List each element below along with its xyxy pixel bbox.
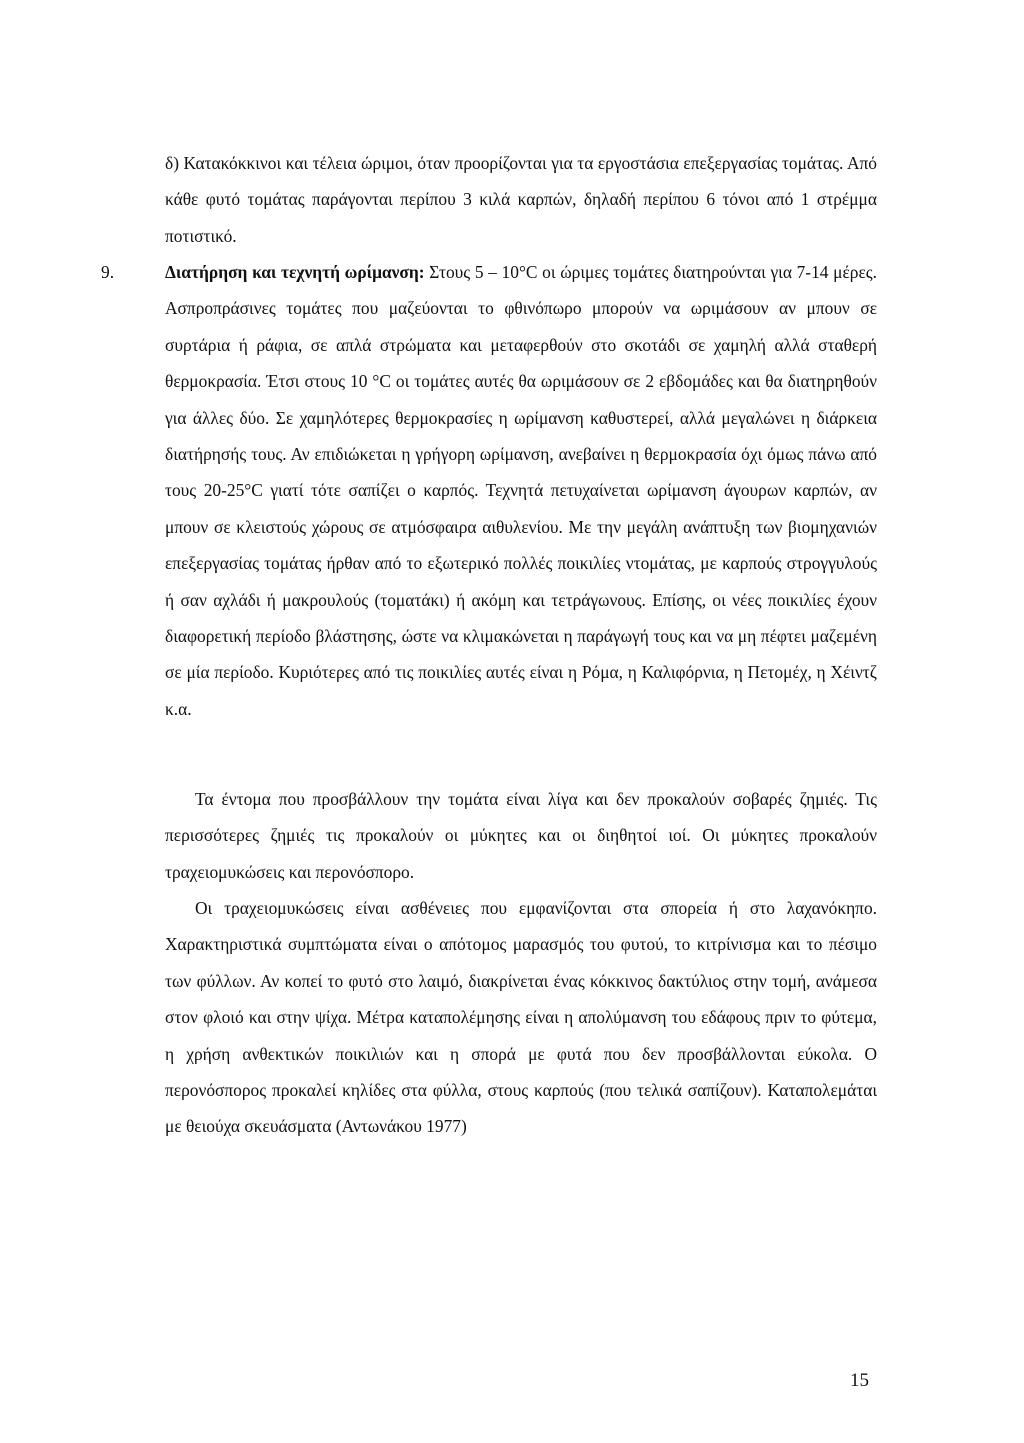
section-9-heading: Διατήρηση και τεχνητή ωρίμανση: xyxy=(165,262,425,282)
fusarium-paragraph-text: Οι τραχειομυκώσεις είναι ασθένειες που εμφανίζονται στα σπορεία ή στο λαχανόκηπο. Χαρακτηριστικά συμπτώματα είναι ο απότομος μαρασμός του φυτού, το κιτρίνισμα και το πέσιμο των φύλλων. Αν κοπεί το φυτό στο λαιμό, διακρίνεται ένας κόκκινος δακτύλιος στην τομή, ανάμεσα στον φλοιό και στην ψίχα. Μέτρα καταπολέμησης είναι η απολύμανση του εδάφους πριν το φύτεμα, η χρήση ανθεκτικών ποικιλιών και η σπορά με φυτά που δεν προσβάλλονται εύκολα. Ο περονόσπορος προκαλεί κηλίδες στα φύλλα, στους καρπούς (που τελικά σαπίζουν). Καταπολεμάται με θειούχα σκευάσματα (Αντωνάκου 1977) xyxy=(165,898,877,1137)
insects-paragraph xyxy=(165,781,877,890)
item-d-text: δ) Κατακόκκινοι και τέλεια ώριμοι, όταν προορίζονται για τα εργοστάσια επεξεργασίας τομάτας. Από κάθε φυτό τομάτας παράγονται περίπου 3 κιλά καρπών, δηλαδή περίπου 6 τόνοι από 1 στρέμμα ποτιστικό. xyxy=(165,153,877,246)
section-9-number: 9. xyxy=(101,262,115,282)
page-number: 15 xyxy=(850,1370,869,1391)
section-9-body: Στους 5 – 10°C οι ώριμες τομάτες διατηρούνται για 7-14 μέρες. Ασπροπράσινες τομάτες που μαζεύονται το φθινόπωρο μπορούν να ωριμάσουν αν μπουν σε συρτάρια ή ράφια, σε απλά στρώματα και μεταφερθούν στο σκοτάδι σε χαμηλή αλλά σταθερή θερμοκρασία. Έτσι στους 10 °C οι τομάτες αυτές θα ωριμάσουν σε 2 εβδομάδες και θα διατηρηθούν για άλλες δύο. Σε χαμηλότερες θερμοκρασίες η ωρίμανση καθυστερεί, αλλά μεγαλώνει η διάρκεια διατήρησής τους. Αν επιδιώκεται η γρήγορη ωρίμανση, ανεβαίνει η θερμοκρασία όχι όμως πάνω από τους 20-25°C γιατί τότε σαπίζει ο καρπός. Τεχνητά πετυχαίνεται ωρίμανση άγουρων καρπών, αν μπουν σε κλειστούς χώρους σε ατμόσφαιρα αιθυλενίου. Με την μεγάλη ανάπτυξη των βιομηχανιών επεξεργασίας τομάτας ήρθαν από το εξωτερικό πολλές ποικιλίες ντομάτας, με καρπούς στρογγυλούς ή σαν αχλάδι ή μακρουλούς (τοματάκι) ή ακόμη και τετράγωνους. Επίσης, οι νέες ποικιλίες έχουν διαφορετική περίοδο βλάστησης, ώστε να κλιμακώνεται η παράγωγή τους και να μη πέφτει μαζεμένη σε μία περίοδο. Κυριότερες από τις ποικιλίες αυτές είναι η Ρόμα, η Καλιφόρνια, η Πετομέχ, η Χέιντζ κ.α. xyxy=(165,262,877,719)
paragraph-item-d xyxy=(165,145,877,254)
fusarium-paragraph xyxy=(165,890,877,1145)
section-9-paragraph xyxy=(101,254,877,727)
insects-paragraph-text: Τα έντομα που προσβάλλουν την τομάτα είναι λίγα και δεν προκαλούν σοβαρές ζημιές. Τις περισσότερες ζημιές τις προκαλούν οι μύκητες και οι διηθητοί ιοί. Οι μύκητες προκαλούν τραχειομυκώσεις και περονόσπορο. xyxy=(165,789,877,882)
